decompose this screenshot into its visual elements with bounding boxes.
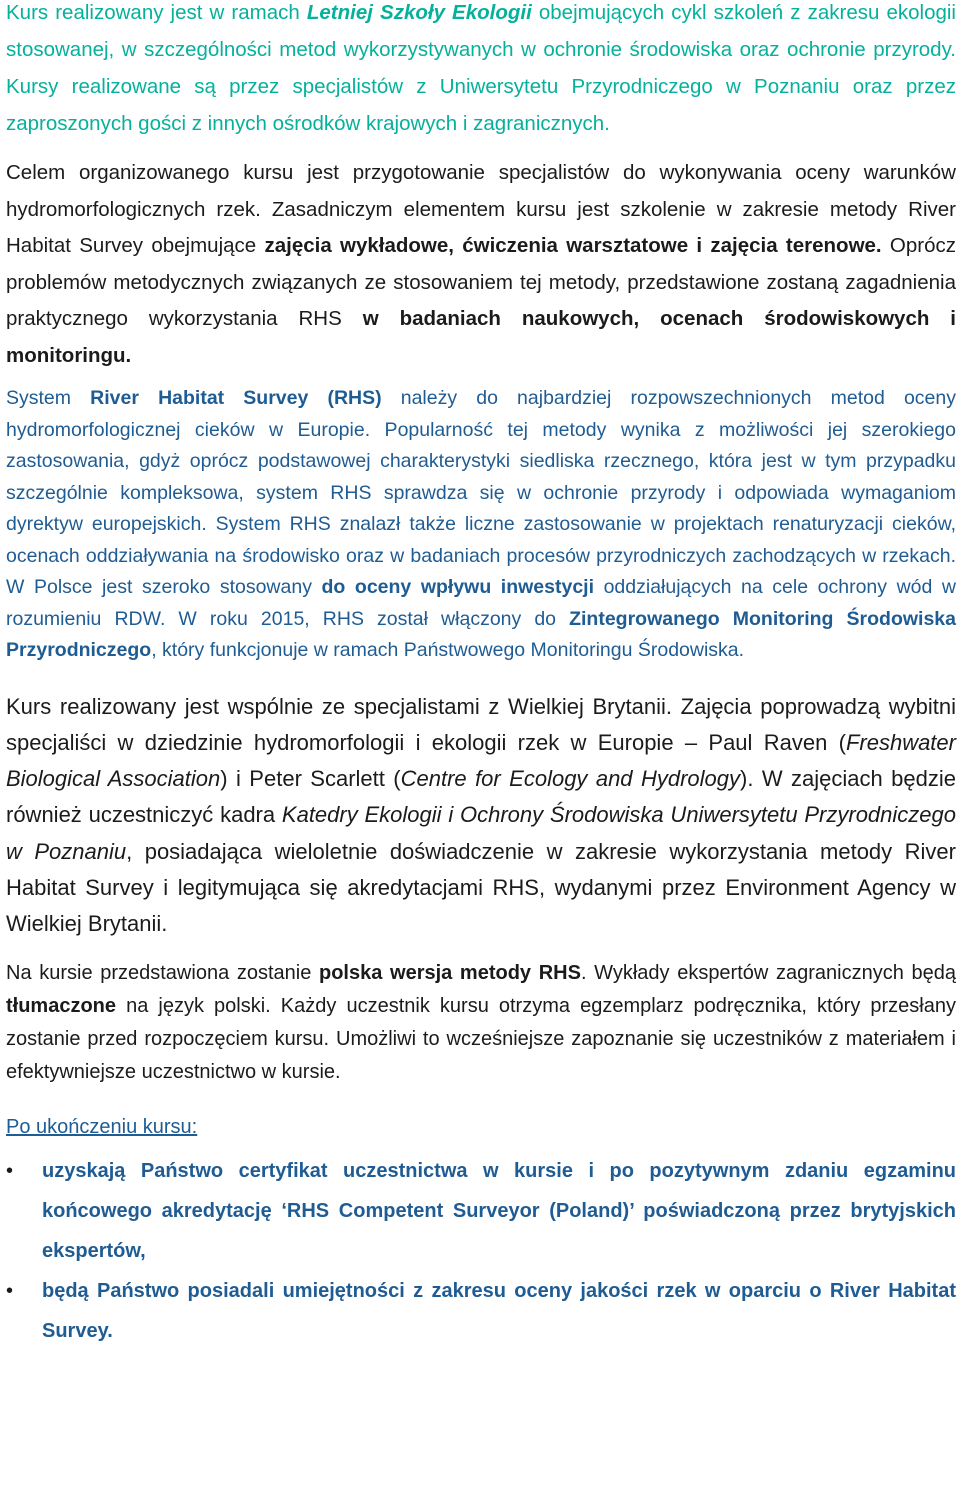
goal-paragraph [6, 155, 956, 374]
list-item-text: będą Państwo posiadali umiejętności z zakresu oceny jakości rzek w oparciu o River Habitat Survey. [42, 1279, 956, 1342]
bullet-icon: • [6, 1279, 14, 1302]
list-item [6, 1151, 956, 1271]
pv-emphasis-translated: tłumaczone [6, 994, 117, 1017]
list-item [6, 1271, 956, 1351]
rhs-text-3: oddziałujących na cele ochrony wód w rozumieniu RDW. W roku 2015, RHS został włączony do [6, 576, 957, 630]
rhs-paragraph [6, 383, 956, 667]
experts-text-3: ). W zajęciach będzie również uczestniczyć kadra [6, 766, 956, 828]
goal-emphasis-classes: zajęcia wykładowe, ćwiczenia warsztatowe i zajęcia terenowe. [264, 234, 882, 257]
pv-emphasis-version: polska wersja metody RHS [319, 961, 581, 984]
benefits-list [6, 1151, 956, 1351]
rhs-text-4: , który funkcjonuje w ramach Państwowego Monitoringu Środowiska. [151, 639, 745, 661]
experts-paragraph [6, 689, 956, 943]
school-name: Letniej Szkoły Ekologii [306, 1, 532, 24]
experts-text-1: Kurs realizowany jest wspólnie ze specjalistami z Wielkiej Brytanii. Zajęcia poprowadzą wybitni specjaliści w dziedzinie hydromorfologii i ekologii rzek w Europie – Paul Raven ( [6, 693, 956, 755]
rhs-emphasis-monitoring: Zintegrowanego Monitoring Środowiska Przyrodniczego [6, 607, 956, 661]
experts-fba: Freshwater Biological Association [6, 729, 956, 792]
completion-heading: Po ukończeniu kursu: [6, 1115, 198, 1138]
goal-text-1: Celem organizowanego kursu jest przygotowanie specjalistów do wykonywania oceny warunków hydromorfologicznych rzek. Zasadniczym elementem kursu jest szkolenie w zakresie metody River Habitat Survey obejmujące [6, 161, 956, 257]
pv-text-3: na język polski. Każdy uczestnik kursu otrzyma egzemplarz podręcznika, który przesłany zostanie przed rozpoczęciem kursu. Umożliwi to wcześniejsze zapoznanie się uczestników z materiałem i efektywniejsze uczestnictwo w kursie. [6, 994, 956, 1083]
rhs-text-1: System [6, 387, 91, 409]
goal-text-2: Oprócz problemów metodycznych związanych ze stosowaniem tej metody, przedstawione zostaną zagadnienia praktycznego wykorzystania RHS [6, 234, 956, 330]
pv-text-1: Na kursie przedstawiona zostanie [6, 961, 319, 984]
rhs-name: River Habitat Survey (RHS) [90, 387, 382, 409]
goal-emphasis-applications: w badaniach naukowych, ocenach środowiskowych i monitoringu. [6, 307, 956, 367]
experts-department: Katedry Ekologii i Ochrony Środowiska Uniwersytetu Przyrodniczego w Poznaniu [6, 802, 956, 864]
intro-text-2: obejmujących cykl szkoleń z zakresu ekologii stosowanej, w szczególności metod wykorzystywanych w ochronie środowiska oraz ochronie przyrody. Kursy realizowane są przez specjalistów z Uniwersytetu Przyrodniczego w Poznaniu oraz przez zaproszonych gości z innych ośrodków krajowych i zagranicznych. [6, 1, 956, 135]
rhs-text-2: należy do najbardziej rozpowszechnionych metod oceny hydromorfologicznej cieków w Europie. Popularność tej metody wynika z możliwości jej szerokiego zastosowania, gdyż oprócz podstawowej charakterystyki siedliska rzecznego, która jest w tym przypadku szczególnie kompleksowa, system RHS sprawdza się w ochronie przyrody i odpowiada wymaganiom dyrektyw europejskich. System RHS znalazł także liczne zastosowanie w projektach renaturyzacji cieków, ocenach oddziaływania na środowisko oraz w badaniach procesów przyrodniczych zachodzących w rzekach. W Polsce jest szeroko stosowany [6, 387, 956, 598]
experts-ceh: Centre for Ecology and Hydrology [400, 766, 740, 792]
document-page [6, 0, 956, 1351]
intro-paragraph [6, 0, 956, 142]
experts-text-2: ) i Peter Scarlett ( [220, 766, 401, 792]
intro-text-1: Kurs realizowany jest w ramach [6, 1, 307, 24]
polish-version-paragraph [6, 957, 956, 1089]
rhs-emphasis-investment: do oceny wpływu inwestycji [321, 576, 595, 598]
bullet-icon: • [6, 1159, 14, 1182]
pv-text-2: . Wykłady ekspertów zagranicznych będą [580, 961, 956, 984]
experts-text-4: , posiadająca wieloletnie doświadczenie w zakresie wykorzystania metody River Habitat Survey i legitymująca się akredytacjami RHS, wydanymi przez Environment Agency w Wielkiej Brytanii. [6, 838, 956, 937]
list-item-text: uzyskają Państwo certyfikat uczestnictwa w kursie i po pozytywnym zdaniu egzaminu końcowego akredytację ‘RHS Competent Surveyor (Poland)’ poświadczoną przez brytyjskich ekspertów, [42, 1159, 956, 1262]
